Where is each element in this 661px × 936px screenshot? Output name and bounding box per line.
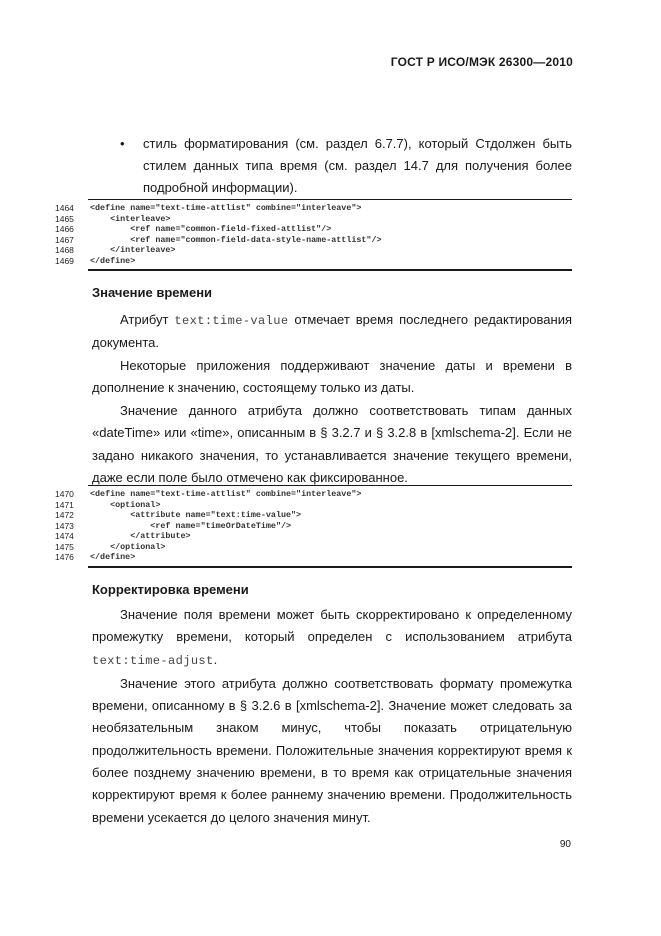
bullet-marker: • [120, 136, 125, 151]
code-line [55, 542, 572, 553]
code-text: <ref name="timeOrDateTime"/> [90, 520, 292, 531]
code-block-top-rule [88, 199, 572, 200]
bullet-item [120, 133, 572, 199]
code-text: <attribute name="text:time-value"> [90, 510, 302, 520]
code-text: <interleave> [90, 213, 171, 224]
code-block-bottom-rule [88, 269, 572, 271]
line-number: 1466 [55, 224, 74, 234]
code-text: </optional> [90, 541, 166, 552]
paragraph: Значение этого атрибута должно соответствовать формату промежутка времени, описанному в § 3.2.6 в [xmlschema-2]. Значение может следовать за необязательным знаком минус, чтобы показать отрицательную продолжительность времени. Положительные значения корректируют время к более позднему значению времени, в то время как отрицательные значения корректируют время к более раннему значению времени. Продолжительность времени усекается до целого значения минут. [92, 675, 572, 825]
paragraph-text: отмечает время последнего редактирования документа. [92, 312, 572, 351]
paragraph: Значение данного атрибута должно соответствовать типам данных «dateTime» или «time», описанным в § 3.2.7 и § 3.2.8 в [xmlschema-2]. Если не задано никакого значения, то устанавливается значение текущего времени, даже если поле было отмечено как фиксированное. [92, 403, 572, 486]
code-text: <define name="text-time-attlist" combine="interleave"> [90, 489, 362, 499]
code-block-bottom-rule [88, 566, 572, 568]
inline-code: text:time-adjust [92, 653, 214, 668]
line-number: 1472 [55, 510, 74, 520]
page-number: 90 [559, 839, 571, 850]
line-number: 1473 [55, 520, 74, 531]
paragraph-text: Атрибут [120, 312, 175, 327]
code-text: </define> [90, 552, 136, 562]
bullet-text: стиль форматирования (см. раздел 6.7.7), который Стдолжен быть стилем данных типа время (см. раздел 14.7 для получения более подробной информации). [143, 136, 572, 195]
code-line [55, 521, 572, 532]
line-number: 1468 [55, 245, 74, 255]
code-text: <optional> [90, 499, 161, 510]
code-text: </define> [90, 255, 136, 266]
section-2-body [92, 604, 572, 829]
code-line [55, 256, 572, 267]
code-line [55, 531, 572, 542]
inline-code: text:time-value [174, 314, 289, 328]
code-text: <ref name="common-field-data-style-name-attlist"/> [90, 234, 382, 245]
code-line [55, 489, 572, 500]
code-line [55, 552, 572, 563]
standard-header: ГОСТ Р ИСО/МЭК 26300—2010 [390, 55, 573, 69]
code-block-top-rule [88, 485, 572, 486]
line-number: 1470 [55, 489, 74, 499]
section-heading-time-value: Значение времени [92, 285, 213, 300]
code-line [55, 214, 572, 225]
code-block-1 [55, 199, 572, 271]
code-line [55, 203, 572, 214]
code-text: <ref name="common-field-fixed-attlist"/> [90, 224, 332, 234]
paragraph-text: Значение поля времени может быть скорректировано к определенному промежутку времени, который определен с использованием атрибута [92, 607, 572, 645]
code-line [55, 235, 572, 246]
line-number: 1471 [55, 499, 74, 510]
code-text: <define name="text-time-attlist" combine="interleave"> [90, 203, 362, 213]
paragraph-text: . [213, 651, 218, 667]
code-text: </interleave> [90, 245, 176, 255]
paragraph: Некоторые приложения поддерживают значение даты и времени в дополнение к значению, состоящему только из даты. [92, 357, 572, 395]
code-text: </attribute> [90, 531, 191, 541]
code-line [55, 500, 572, 511]
code-line [55, 510, 572, 521]
line-number: 1465 [55, 213, 74, 224]
paragraph [92, 309, 572, 355]
paragraph [92, 604, 572, 672]
line-number: 1474 [55, 531, 74, 541]
section-heading-time-adjust: Корректировка времени [92, 582, 249, 597]
section-1-body [92, 309, 572, 489]
line-number: 1469 [55, 255, 74, 266]
code-line [55, 224, 572, 235]
line-number: 1476 [55, 552, 74, 562]
line-number: 1464 [55, 203, 74, 213]
line-number: 1475 [55, 541, 74, 552]
code-line [55, 245, 572, 256]
code-block-2 [55, 485, 572, 568]
line-number: 1467 [55, 234, 74, 245]
